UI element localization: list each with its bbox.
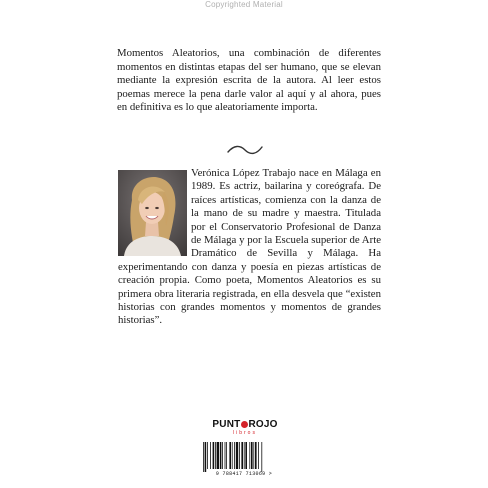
back-cover-blurb: Momentos Aleatorios, una combinación de diferentes momentos en distintas etapas del ser humano, que se elevan mediante la expresión escrita de la autora. Al leer estos poemas merece la pena darle valor al aquí y al ahora, pues en definitiva es lo que aleatoriamente importa. <box>117 47 381 114</box>
barcode-bar <box>225 442 226 469</box>
isbn-number <box>199 471 289 477</box>
barcode-bar <box>253 442 254 469</box>
swash-ornament-icon <box>226 144 264 156</box>
barcode-bar <box>241 442 243 469</box>
red-dot-icon <box>241 421 248 428</box>
barcode-bar <box>213 442 215 469</box>
barcode-bar <box>249 442 250 469</box>
publisher-name-right: ROJO <box>248 419 278 430</box>
barcode-bar <box>258 442 259 469</box>
barcode-bar <box>255 442 257 469</box>
barcode-bar <box>220 442 222 469</box>
barcode-bar <box>207 442 208 469</box>
barcode-bar <box>244 442 245 469</box>
isbn-barcode <box>203 442 285 472</box>
author-biography <box>118 167 381 328</box>
barcode-bar <box>217 442 219 469</box>
barcode-bar <box>215 442 216 469</box>
barcode-bar <box>251 442 253 469</box>
barcode-bar <box>210 442 211 469</box>
isbn-addon-mark: > <box>268 471 273 477</box>
isbn-digits: 9 788417 713069 <box>215 471 266 477</box>
barcode-bar <box>261 442 262 472</box>
copyright-watermark: Copyrighted Material <box>205 0 283 9</box>
barcode-bar <box>245 442 247 469</box>
barcode-bar <box>232 442 233 469</box>
barcode-bar <box>203 442 204 472</box>
author-biography-text: Verónica López Trabajo nace en Málaga en 1989. Es actriz, bailarina y coreógrafa. De raíces artísticas, comienza con la danza de la mano de su madre y maestra. Titulada por el Conservatorio Profesional de Danza de Málaga y por la Escuela superior de Arte Dramático de Sevilla y Málaga. Ha experimentando con danza y poesía en piezas artísticas de creación propia. Como poeta, Momentos Aleatorios es su primera obra literaria registrada, en ella desvela que “existen historias con grandes momentos y momentos de grandes historias”. <box>118 167 381 327</box>
publisher-logo <box>200 419 290 436</box>
barcode-bar <box>239 442 240 469</box>
barcode-bar <box>226 442 227 469</box>
barcode-bar <box>222 442 223 469</box>
barcode-bar <box>234 442 235 469</box>
barcode-bar <box>205 442 207 472</box>
publisher-name-left: PUNT <box>212 419 241 430</box>
publisher-subtitle: libros <box>233 430 257 436</box>
barcode-bar <box>236 442 238 469</box>
barcode-bar <box>229 442 231 469</box>
